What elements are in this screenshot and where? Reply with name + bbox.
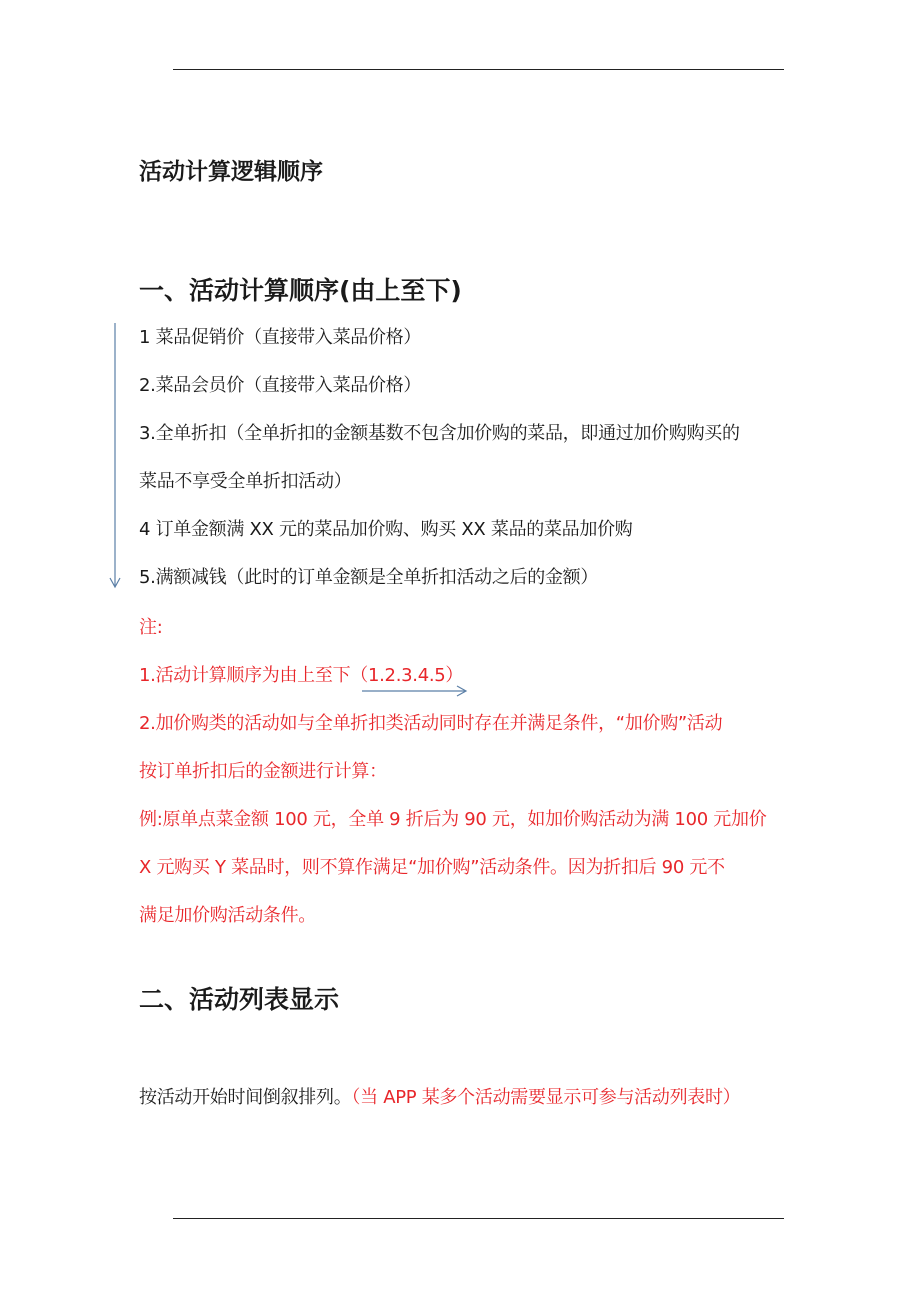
step-line-3: 3.全单折扣（全单折扣的金额基数不包含加价购的菜品，即通过加价购购买的 — [139, 423, 740, 444]
activity-list-condition: （当 APP 某多个活动需要显示可参与活动列表时） — [351, 1087, 741, 1108]
step-line-1: 1 菜品促销价（直接带入菜品价格） — [139, 327, 422, 348]
note-line-2-continued: 按订单折扣后的金额进行计算： — [139, 761, 387, 782]
step-line-5: 5.满额减钱（此时的订单金额是全单折扣活动之后的金额） — [139, 567, 599, 588]
section-heading-calculation-order: 一、活动计算顺序(由上至下) — [139, 276, 462, 305]
step-line-4: 4 订单金额满 XX 元的菜品加价购、购买 XX 菜品的菜品加价购 — [139, 519, 633, 540]
example-line-3: 满足加价购活动条件。 — [139, 905, 316, 926]
activity-list-description — [139, 1085, 740, 1111]
section-heading-activity-list: 二、活动列表显示 — [139, 985, 340, 1014]
step-line-2: 2.菜品会员价（直接带入菜品价格） — [139, 375, 422, 396]
activity-list-sort-rule: 按活动开始时间倒叙排列。 — [139, 1087, 352, 1108]
header-rule — [173, 69, 784, 70]
example-line-2: X 元购买 Y 菜品时，则不算作满足“加价购”活动条件。因为折扣后 90 元不 — [139, 857, 725, 878]
note-label: 注: — [139, 617, 163, 638]
note-line-1: 1.活动计算顺序为由上至下（1.2.3.4.5） — [139, 665, 464, 686]
footer-rule — [173, 1218, 784, 1219]
example-line-1: 例:原单点菜金额 100 元，全单 9 折后为 90 元，如加价购活动为满 100 元加价 — [139, 809, 767, 830]
vertical-down-arrow-icon — [110, 323, 120, 587]
note-line-2: 2.加价购类的活动如与全单折扣类活动同时存在并满足条件，“加价购”活动 — [139, 713, 723, 734]
document-title: 活动计算逻辑顺序 — [139, 159, 323, 185]
step-line-3-continued: 菜品不享受全单折扣活动） — [139, 471, 352, 492]
